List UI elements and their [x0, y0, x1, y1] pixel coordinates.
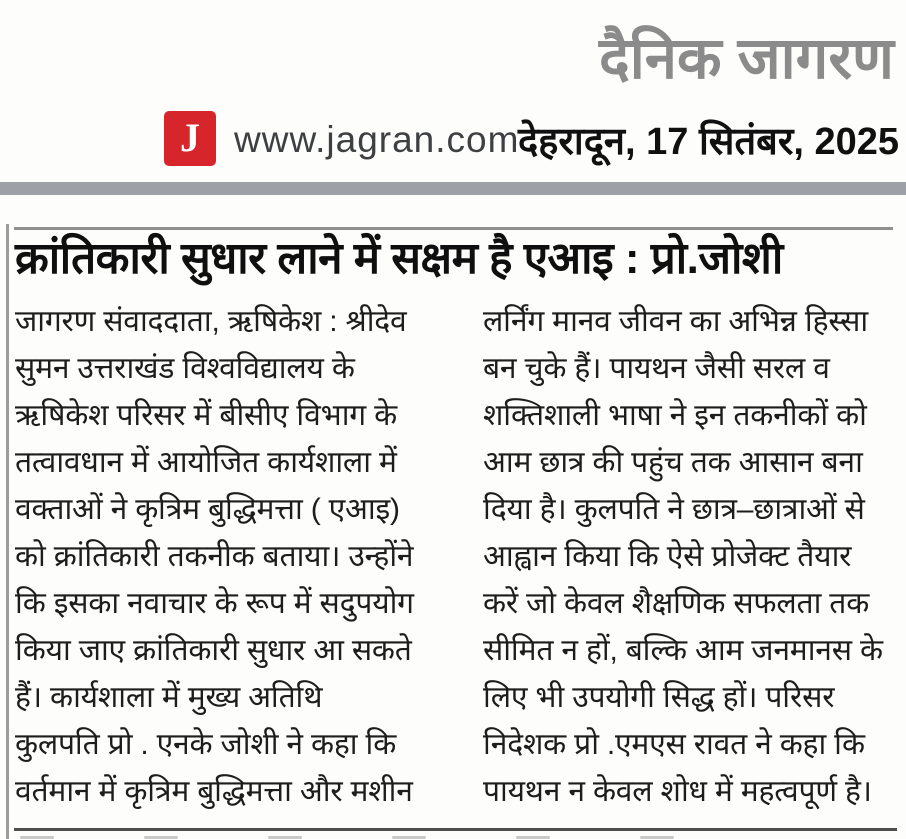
- article-text-line: हैं। कार्यशाला में मुख्य अतिथि: [15, 681, 323, 714]
- edition-dateline: देहरादून, 17 सितंबर, 2025: [518, 121, 900, 163]
- jagran-logo-icon: [164, 111, 216, 166]
- article-body: [15, 298, 903, 826]
- article-text-line: सीमित न हों, बल्कि आम जनमानस के: [483, 634, 883, 667]
- article-text-line: आम छात्र की पहुंच तक आसान बना: [483, 446, 863, 479]
- article-text-line: तत्वावधान में आयोजित कार्यशाला में: [15, 446, 397, 479]
- article-text-line: शक्तिशाली भाषा ने इन तकनीकों को: [483, 399, 867, 432]
- article-text-line: कुलपति प्रो . एनके जोशी ने कहा कि: [15, 728, 397, 761]
- newspaper-masthead: दैनिक जागरण: [598, 26, 894, 91]
- article-column-left: [15, 298, 440, 826]
- article-text-line: को क्रांतिकारी तकनीक बताया। उन्होंने: [15, 540, 414, 573]
- article-text-line: दिया है। कुलपति ने छात्र–छात्राओं से: [483, 493, 865, 526]
- article-text-line: आह्वान किया कि ऐसे प्रोजेक्ट तैयार: [483, 540, 852, 573]
- article-text-line: लिए भी उपयोगी सिद्ध हों। परिसर: [483, 681, 835, 714]
- article-headline: क्रांतिकारी सुधार लाने में सक्षम है एआइ : प्रो.जोशी: [15, 234, 783, 283]
- article-text-line: लर्निंग मानव जीवन का अभिन्न हिस्सा: [483, 305, 868, 338]
- jagran-logo-letter: J: [180, 115, 200, 160]
- article-text-line: वक्ताओं ने कृत्रिम बुद्धिमत्ता ( एआइ): [15, 493, 400, 526]
- article-text-line: किया जाए क्रांतिकारी सुधार आ सकते: [15, 634, 412, 667]
- left-column-rule: [6, 224, 9, 839]
- article-text-line: कि इसका नवाचार के रूप में सदुपयोग: [15, 587, 414, 620]
- header-divider-bar: [0, 182, 906, 195]
- article-text-line: वर्तमान में कृत्रिम बुद्धिमत्ता और मशीन: [15, 775, 413, 808]
- article-text-line: सुमन उत्तराखंड विश्वविद्यालय के: [15, 352, 355, 385]
- article-text-line: पायथन न केवल शोध में महत्वपूर्ण है।: [483, 775, 872, 808]
- website-url: www.jagran.com: [234, 119, 520, 160]
- article-column-right: [483, 298, 903, 826]
- article-text-line: जागरण संवाददाता, ऋषिकेश : श्रीदेव: [15, 305, 407, 338]
- headline-top-rule: [14, 227, 893, 230]
- article-text-line: निदेशक प्रो .एमएस रावत ने कहा कि: [483, 728, 865, 761]
- article-text-line: करें जो केवल शैक्षणिक सफलता तक: [483, 587, 870, 620]
- article-text-line: ऋषिकेश परिसर में बीसीए विभाग के: [15, 399, 397, 432]
- article-text-line: बन चुके हैं। पायथन जैसी सरल व: [483, 352, 830, 385]
- article-bottom-rule: [14, 828, 897, 831]
